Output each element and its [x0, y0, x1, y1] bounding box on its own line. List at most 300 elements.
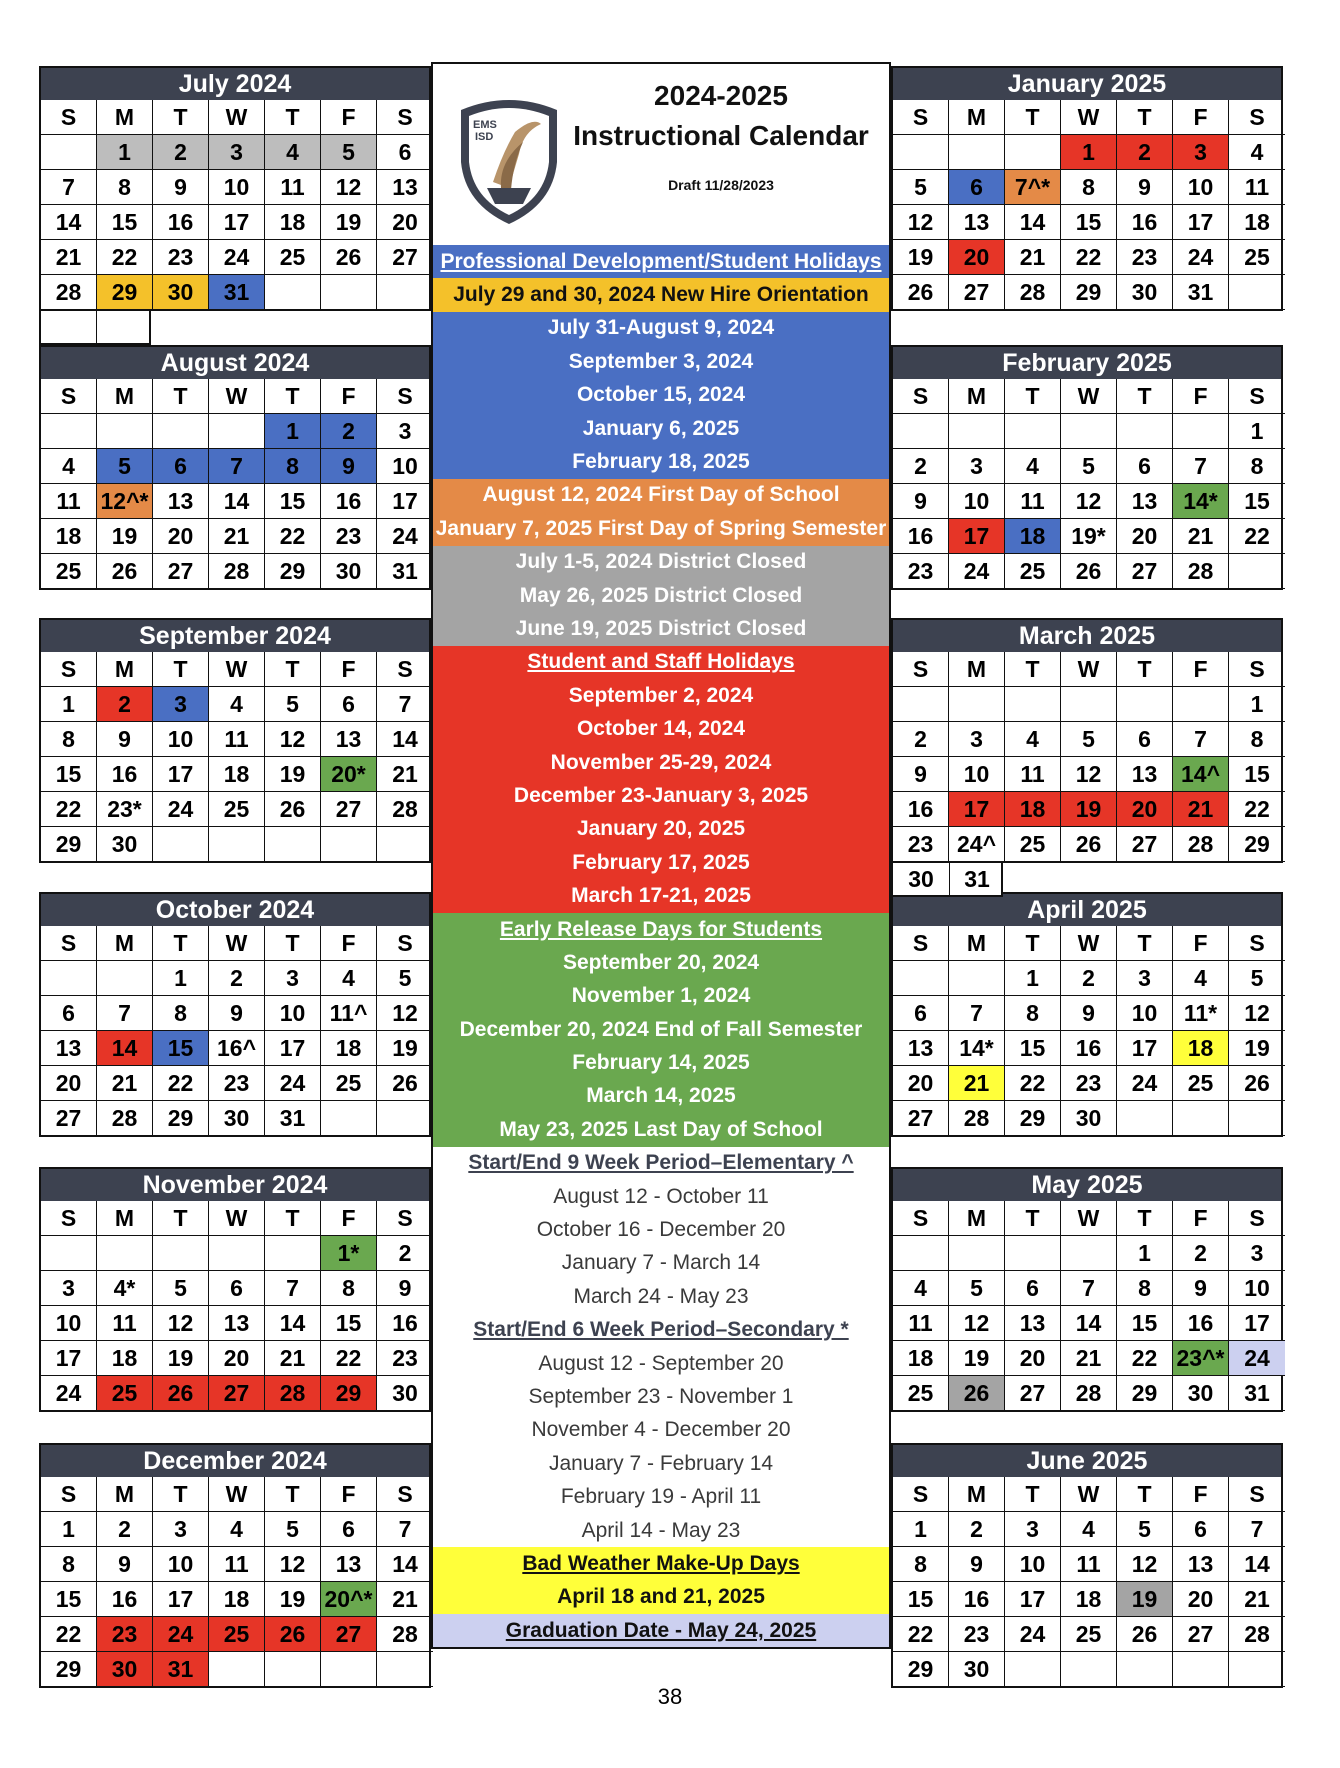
day-cell: 8: [1005, 996, 1061, 1031]
day-cell: 17: [949, 519, 1005, 554]
weekday-header: F: [321, 100, 377, 135]
day-cell: 5: [1229, 961, 1285, 996]
weekday-header: M: [949, 1201, 1005, 1236]
day-cell: 23*: [97, 792, 153, 827]
day-cell: 12: [153, 1306, 209, 1341]
calendar-year: 2024-2025: [654, 80, 788, 111]
weekday-header: T: [265, 379, 321, 414]
day-cell: 15: [893, 1582, 949, 1617]
day-cell: 6: [321, 687, 377, 722]
day-cell: 19: [265, 757, 321, 792]
legend-row: December 23-January 3, 2025: [433, 779, 889, 812]
draft-date: Draft 11/28/2023: [668, 177, 774, 193]
day-cell: 22: [41, 1617, 97, 1652]
day-cell: 19: [97, 519, 153, 554]
day-cell: 27: [1173, 1617, 1229, 1652]
day-cell: 11: [97, 1306, 153, 1341]
legend-row: February 19 - April 11: [433, 1480, 889, 1513]
day-cell: [1173, 687, 1229, 722]
month-title: June 2025: [893, 1445, 1281, 1477]
day-cell: 10: [949, 757, 1005, 792]
day-cell: [153, 414, 209, 449]
day-cell: 26: [1061, 554, 1117, 589]
day-cell: 13: [377, 170, 433, 205]
day-cell: 12: [1061, 757, 1117, 792]
day-cell: 2: [893, 722, 949, 757]
legend-row: Start/End 9 Week Period–Elementary ^: [433, 1147, 889, 1180]
day-cell: 6: [153, 449, 209, 484]
day-cell: [1117, 1652, 1173, 1687]
weekday-header: F: [321, 379, 377, 414]
day-cell: 10: [949, 484, 1005, 519]
day-cell: 26: [1061, 827, 1117, 862]
day-cell: 16: [321, 484, 377, 519]
day-cell: 26: [1229, 1066, 1285, 1101]
day-cell: [1061, 414, 1117, 449]
weekday-header: S: [377, 1477, 433, 1512]
day-cell: 25: [41, 554, 97, 589]
day-cell: 30: [97, 827, 153, 862]
day-cell: 16: [97, 757, 153, 792]
day-cell: 2: [377, 1236, 433, 1271]
day-cell: 6: [377, 135, 433, 170]
day-cell: 23: [893, 554, 949, 589]
day-cell: 10: [1229, 1271, 1285, 1306]
day-cell: 17: [265, 1031, 321, 1066]
day-cell: 27: [1117, 554, 1173, 589]
day-cell: 6: [1173, 1512, 1229, 1547]
day-cell: 9: [949, 1547, 1005, 1582]
day-cell: [1005, 414, 1061, 449]
day-cell: 21: [1005, 240, 1061, 275]
day-cell: [1117, 414, 1173, 449]
day-cell: 13: [321, 722, 377, 757]
day-cell: 20: [1117, 792, 1173, 827]
day-cell: 29: [41, 1652, 97, 1687]
legend-row: September 23 - November 1: [433, 1380, 889, 1413]
day-cell: 11: [209, 1547, 265, 1582]
day-cell: 24: [153, 792, 209, 827]
day-cell: 3: [949, 449, 1005, 484]
day-cell: 21: [265, 1341, 321, 1376]
day-cell: 27: [1117, 827, 1173, 862]
day-cell: 30: [1117, 275, 1173, 310]
day-cell: 3: [153, 687, 209, 722]
day-cell: 11: [1005, 757, 1061, 792]
month-grid: [893, 1201, 1281, 1410]
day-cell: 27: [209, 1376, 265, 1411]
day-cell: [377, 275, 433, 310]
day-cell: 29: [41, 827, 97, 862]
day-cell: 1: [893, 1512, 949, 1547]
day-cell: 30: [893, 863, 950, 895]
month-grid: [41, 1477, 429, 1686]
month-grid: [893, 379, 1281, 588]
day-cell: 14: [1005, 205, 1061, 240]
weekday-header: T: [265, 1477, 321, 1512]
day-cell: 15: [1229, 757, 1285, 792]
day-cell: 24: [265, 1066, 321, 1101]
weekday-header: S: [377, 1201, 433, 1236]
day-cell: 6: [41, 996, 97, 1031]
day-cell: 8: [1229, 722, 1285, 757]
day-cell: 29: [1117, 1376, 1173, 1411]
day-cell: 23: [377, 1341, 433, 1376]
day-cell: [893, 414, 949, 449]
day-cell: 24: [153, 1617, 209, 1652]
legend-row: August 12 - September 20: [433, 1347, 889, 1380]
day-cell: [1005, 687, 1061, 722]
day-cell: 3: [209, 135, 265, 170]
day-cell: 20: [893, 1066, 949, 1101]
month-title: October 2024: [41, 894, 429, 926]
day-cell: 14*: [1173, 484, 1229, 519]
weekday-header: M: [949, 1477, 1005, 1512]
day-cell: [1173, 414, 1229, 449]
day-cell: 16: [949, 1582, 1005, 1617]
day-cell: 5: [265, 687, 321, 722]
weekday-header: T: [1117, 1201, 1173, 1236]
day-cell: 7: [1229, 1512, 1285, 1547]
month-grid: [41, 652, 429, 861]
day-cell: 21: [97, 1066, 153, 1101]
weekday-header: F: [321, 652, 377, 687]
weekday-header: M: [949, 652, 1005, 687]
weekday-header: S: [377, 100, 433, 135]
weekday-header: S: [893, 926, 949, 961]
day-cell: [321, 1101, 377, 1136]
day-cell: 3: [1229, 1236, 1285, 1271]
legend-row: September 2, 2024: [433, 679, 889, 712]
legend-row: Professional Development/Student Holidays: [433, 245, 889, 278]
weekday-header: M: [97, 1477, 153, 1512]
day-cell: 29: [1005, 1101, 1061, 1136]
day-cell: 17: [377, 484, 433, 519]
day-cell: 16: [893, 792, 949, 827]
day-cell: 27: [1005, 1376, 1061, 1411]
day-cell: 10: [153, 1547, 209, 1582]
day-cell: 30: [1061, 1101, 1117, 1136]
day-cell: 25: [209, 792, 265, 827]
day-cell: 28: [1061, 1376, 1117, 1411]
day-cell: [41, 135, 97, 170]
weekday-header: W: [209, 652, 265, 687]
weekday-header: T: [265, 652, 321, 687]
day-cell: 26: [1117, 1617, 1173, 1652]
day-cell: 13: [949, 205, 1005, 240]
weekday-header: S: [893, 379, 949, 414]
weekday-header: S: [41, 379, 97, 414]
day-cell: 13: [41, 1031, 97, 1066]
day-cell: 26: [153, 1376, 209, 1411]
day-cell: 4: [41, 449, 97, 484]
day-cell: 28: [265, 1376, 321, 1411]
day-cell: 11*: [1173, 996, 1229, 1031]
month-grid: [893, 926, 1281, 1135]
day-cell: 4: [1005, 449, 1061, 484]
day-cell: [97, 961, 153, 996]
day-cell: 29: [321, 1376, 377, 1411]
weekday-header: S: [41, 926, 97, 961]
day-cell: 22: [1117, 1341, 1173, 1376]
weekday-header: W: [209, 379, 265, 414]
day-cell: 2: [97, 687, 153, 722]
day-cell: 27: [321, 792, 377, 827]
day-cell: 19*: [1061, 519, 1117, 554]
month-july-2024: [39, 66, 431, 311]
district-shield-logo-icon: [453, 92, 565, 227]
day-cell: 15: [41, 757, 97, 792]
day-cell: 4: [1005, 722, 1061, 757]
day-cell: 12: [949, 1306, 1005, 1341]
day-cell: 13: [893, 1031, 949, 1066]
day-cell: 9: [153, 170, 209, 205]
weekday-header: S: [1229, 379, 1285, 414]
day-cell: 23: [97, 1617, 153, 1652]
weekday-header: T: [1117, 100, 1173, 135]
day-cell: 2: [893, 449, 949, 484]
day-cell: 23^*: [1173, 1341, 1229, 1376]
day-cell: 22: [1229, 519, 1285, 554]
day-cell: 20: [153, 519, 209, 554]
legend-row: January 7 - February 14: [433, 1447, 889, 1480]
day-cell: 25: [265, 240, 321, 275]
day-cell: 2: [1061, 961, 1117, 996]
day-cell: 25: [1061, 1617, 1117, 1652]
weekday-header: T: [153, 1477, 209, 1512]
day-cell: 17: [153, 757, 209, 792]
day-cell: 30: [97, 1652, 153, 1687]
day-cell: 30: [949, 1652, 1005, 1687]
day-cell: [893, 687, 949, 722]
day-cell: 31: [1229, 1376, 1285, 1411]
day-cell: 22: [893, 1617, 949, 1652]
day-cell: 12: [1117, 1547, 1173, 1582]
day-cell: [893, 961, 949, 996]
day-cell: 31: [265, 1101, 321, 1136]
day-cell: 6: [893, 996, 949, 1031]
day-cell: 16: [97, 1582, 153, 1617]
day-cell: 17: [1173, 205, 1229, 240]
weekday-header: T: [153, 652, 209, 687]
legend-row: March 17-21, 2025: [433, 879, 889, 912]
day-cell: 27: [893, 1101, 949, 1136]
month-title: March 2025: [893, 620, 1281, 652]
day-cell: 1: [41, 1512, 97, 1547]
day-cell: 23: [893, 827, 949, 862]
day-cell: 9: [209, 996, 265, 1031]
day-cell: 2: [1173, 1236, 1229, 1271]
day-cell: 21: [209, 519, 265, 554]
day-cell: 3: [1117, 961, 1173, 996]
day-cell: [1173, 1652, 1229, 1687]
day-cell: 11: [893, 1306, 949, 1341]
weekday-header: T: [153, 100, 209, 135]
day-cell: 7: [377, 687, 433, 722]
day-cell: 9: [1173, 1271, 1229, 1306]
weekday-header: T: [153, 379, 209, 414]
weekday-header: W: [209, 926, 265, 961]
weekday-header: T: [1005, 1477, 1061, 1512]
day-cell: [265, 1236, 321, 1271]
weekday-header: T: [265, 926, 321, 961]
legend-row: January 7 - March 14: [433, 1247, 889, 1280]
day-cell: 6: [1005, 1271, 1061, 1306]
day-cell: 1: [1005, 961, 1061, 996]
day-cell: 11: [1229, 170, 1285, 205]
weekday-header: M: [97, 100, 153, 135]
day-cell: 5: [1117, 1512, 1173, 1547]
day-cell: 1: [1229, 687, 1285, 722]
day-cell: 13: [321, 1547, 377, 1582]
day-cell: 21: [377, 757, 433, 792]
day-cell: [97, 1236, 153, 1271]
day-cell: 5: [377, 961, 433, 996]
month-grid: [893, 652, 1281, 861]
month-title: April 2025: [893, 894, 1281, 926]
day-cell: 25: [209, 1617, 265, 1652]
day-cell: 15: [1117, 1306, 1173, 1341]
day-cell: 22: [1229, 792, 1285, 827]
day-cell: 29: [893, 1652, 949, 1687]
day-cell: 1: [1117, 1236, 1173, 1271]
day-cell: 16: [377, 1306, 433, 1341]
legend-row: April 14 - May 23: [433, 1514, 889, 1547]
day-cell: 16: [1061, 1031, 1117, 1066]
weekday-header: W: [1061, 1201, 1117, 1236]
day-cell: 26: [265, 792, 321, 827]
month-august-2024: [39, 345, 431, 590]
day-cell: 9: [97, 722, 153, 757]
day-cell: 18: [97, 1341, 153, 1376]
day-cell: [153, 827, 209, 862]
day-cell: 19: [949, 1341, 1005, 1376]
day-cell: 17: [1005, 1582, 1061, 1617]
day-cell: 4: [1061, 1512, 1117, 1547]
day-cell: 5: [153, 1271, 209, 1306]
day-cell: 10: [209, 170, 265, 205]
july-extra-row: [39, 311, 151, 345]
day-cell: [321, 1652, 377, 1687]
day-cell: 10: [377, 449, 433, 484]
legend-row: June 19, 2025 District Closed: [433, 612, 889, 645]
day-cell: 8: [1229, 449, 1285, 484]
day-cell: [209, 1236, 265, 1271]
day-cell: 31: [377, 554, 433, 589]
day-cell: 18: [1061, 1582, 1117, 1617]
day-cell: 28: [1229, 1617, 1285, 1652]
legend-row: Student and Staff Holidays: [433, 646, 889, 679]
day-cell: [1005, 1652, 1061, 1687]
day-cell: 28: [1173, 827, 1229, 862]
day-cell: 28: [209, 554, 265, 589]
day-cell: 28: [377, 792, 433, 827]
day-cell: 7^*: [1005, 170, 1061, 205]
day-cell: 5: [893, 170, 949, 205]
weekday-header: T: [265, 1201, 321, 1236]
day-cell: 22: [41, 792, 97, 827]
day-cell: 15: [321, 1306, 377, 1341]
day-cell: 9: [377, 1271, 433, 1306]
day-cell: 14: [41, 205, 97, 240]
day-cell: 19: [321, 205, 377, 240]
day-cell: 15: [1229, 484, 1285, 519]
day-cell: 1: [41, 687, 97, 722]
day-cell: 16: [1173, 1306, 1229, 1341]
weekday-header: S: [41, 1477, 97, 1512]
day-cell: 6: [209, 1271, 265, 1306]
day-cell: 14: [377, 1547, 433, 1582]
weekday-header: T: [1005, 100, 1061, 135]
day-cell: 13: [1117, 757, 1173, 792]
day-cell: 7: [209, 449, 265, 484]
legend-row: Early Release Days for Students: [433, 913, 889, 946]
day-cell: 6: [1117, 722, 1173, 757]
legend-row: September 20, 2024: [433, 946, 889, 979]
day-cell: 12: [1229, 996, 1285, 1031]
day-cell: [321, 275, 377, 310]
day-cell: [1229, 1101, 1285, 1136]
day-cell: 4: [1173, 961, 1229, 996]
day-cell: 19: [1061, 792, 1117, 827]
day-cell: 1: [153, 961, 209, 996]
day-cell: 11: [1061, 1547, 1117, 1582]
legend-row: March 14, 2025: [433, 1080, 889, 1113]
weekday-header: S: [377, 379, 433, 414]
day-cell: 23: [1061, 1066, 1117, 1101]
day-cell: 13: [1173, 1547, 1229, 1582]
day-cell: 18: [209, 757, 265, 792]
day-cell: 24: [209, 240, 265, 275]
day-cell: 18: [321, 1031, 377, 1066]
day-cell: [1117, 1101, 1173, 1136]
day-cell: 3: [377, 414, 433, 449]
day-cell: 19: [893, 240, 949, 275]
day-cell: 8: [1061, 170, 1117, 205]
day-cell: 17: [1117, 1031, 1173, 1066]
day-cell: 22: [153, 1066, 209, 1101]
weekday-header: T: [1117, 652, 1173, 687]
weekday-header: S: [1229, 926, 1285, 961]
day-cell: 23: [153, 240, 209, 275]
weekday-header: T: [1005, 1201, 1061, 1236]
day-cell: 28: [377, 1617, 433, 1652]
day-cell: 17: [209, 205, 265, 240]
legend-row: February 17, 2025: [433, 846, 889, 879]
day-cell: 9: [321, 449, 377, 484]
day-cell: [377, 1652, 433, 1687]
day-cell: 5: [949, 1271, 1005, 1306]
day-cell: 12: [1061, 484, 1117, 519]
weekday-header: S: [1229, 652, 1285, 687]
day-cell: 25: [1229, 240, 1285, 275]
day-cell: 17: [1229, 1306, 1285, 1341]
day-cell: 19: [153, 1341, 209, 1376]
day-cell: 27: [321, 1617, 377, 1652]
day-cell: 14: [209, 484, 265, 519]
day-cell: 20: [1173, 1582, 1229, 1617]
weekday-header: W: [1061, 100, 1117, 135]
day-cell: 29: [1061, 275, 1117, 310]
month-grid: [41, 926, 429, 1135]
day-cell: 26: [97, 554, 153, 589]
weekday-header: S: [41, 652, 97, 687]
weekday-header: W: [209, 1477, 265, 1512]
day-cell: 11: [265, 170, 321, 205]
day-cell: 10: [1173, 170, 1229, 205]
month-title: December 2024: [41, 1445, 429, 1477]
legend-row: February 14, 2025: [433, 1046, 889, 1079]
